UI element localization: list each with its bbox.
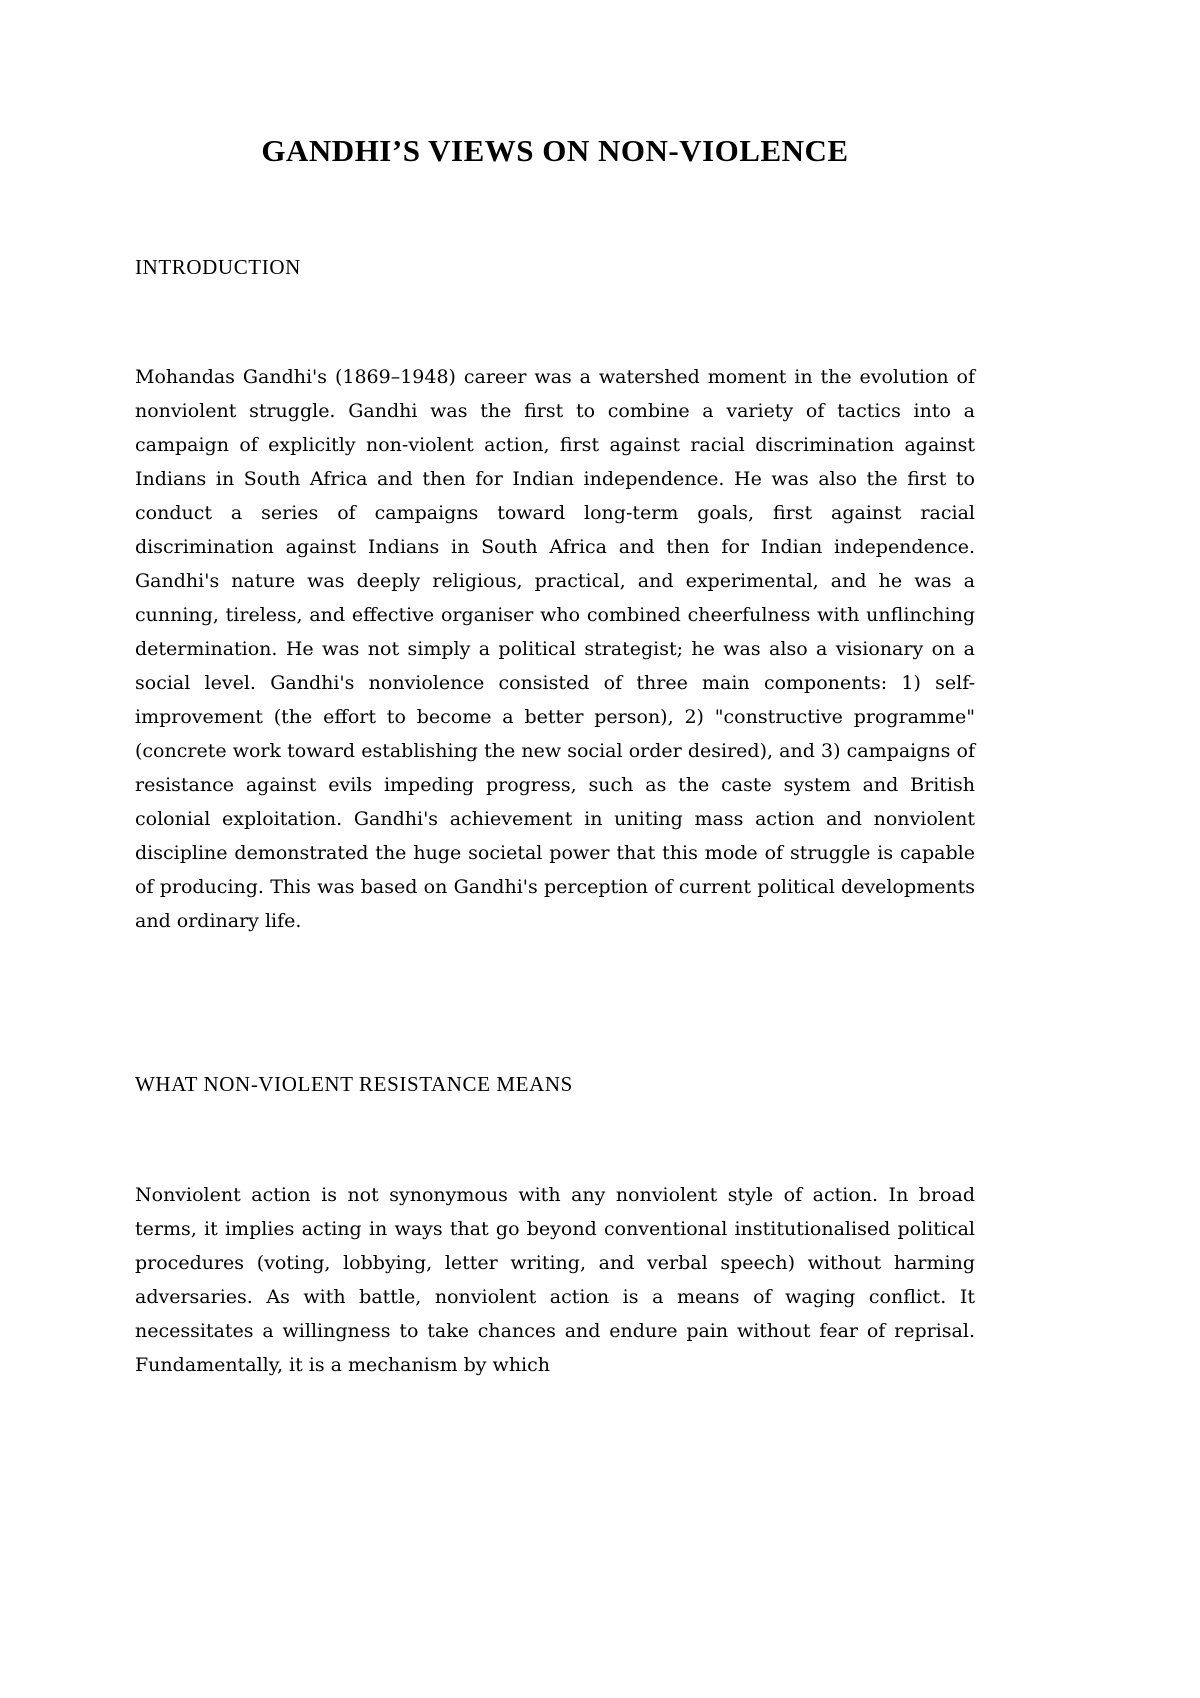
section-what-nonviolent-resistance-means [135, 1072, 975, 1381]
document-title: GANDHI’S VIEWS ON NON-VIOLENCE [261, 133, 849, 168]
introduction-paragraph: Mohandas Gandhi's (1869–1948) career was a watershed moment in the evolution of nonviolent struggle. Gandhi was the first to combine a variety of tactics into a campaign of explicitly non-violent action, first against racial discrimination against Indians in South Africa and then for Indian independence. He was also the first to conduct a series of campaigns toward long-term goals, first against racial discrimination against Indians in South Africa and then for Indian independence. Gandhi's nature was deeply religious, practical, and experimental, and he was a cunning, tireless, and effective organiser who combined cheerfulness with unflinching determination. He was not simply a political strategist; he was also a visionary on a social level. Gandhi's nonviolence consisted of three main components: 1) self-improvement (the effort to become a better person), 2) "constructive programme" (concrete work toward establishing the new social order desired), and 3) campaigns of resistance against evils impeding progress, such as the caste system and British colonial exploitation. Gandhi's achievement in uniting mass action and nonviolent discipline demonstrated the huge societal power that this mode of struggle is capable of producing. This was based on Gandhi's perception of current political developments and ordinary life. [135, 366, 975, 933]
what-nonviolent-resistance-means-paragraph: Nonviolent action is not synonymous with any nonviolent style of action. In broad terms, it implies acting in ways that go beyond conventional institutionalised political procedures (voting, lobbying, letter writing, and verbal speech) without harming adversaries. As with battle, nonviolent action is a means of waging conflict. It necessitates a willingness to take chances and endure pain without fear of reprisal. Fundamentally, it is a mechanism by which [135, 1183, 975, 1376]
what-nonviolent-resistance-means-heading: WHAT NON-VIOLENT RESISTANCE MEANS [135, 1072, 573, 1097]
section-introduction [135, 255, 975, 938]
introduction-heading: INTRODUCTION [135, 255, 301, 280]
